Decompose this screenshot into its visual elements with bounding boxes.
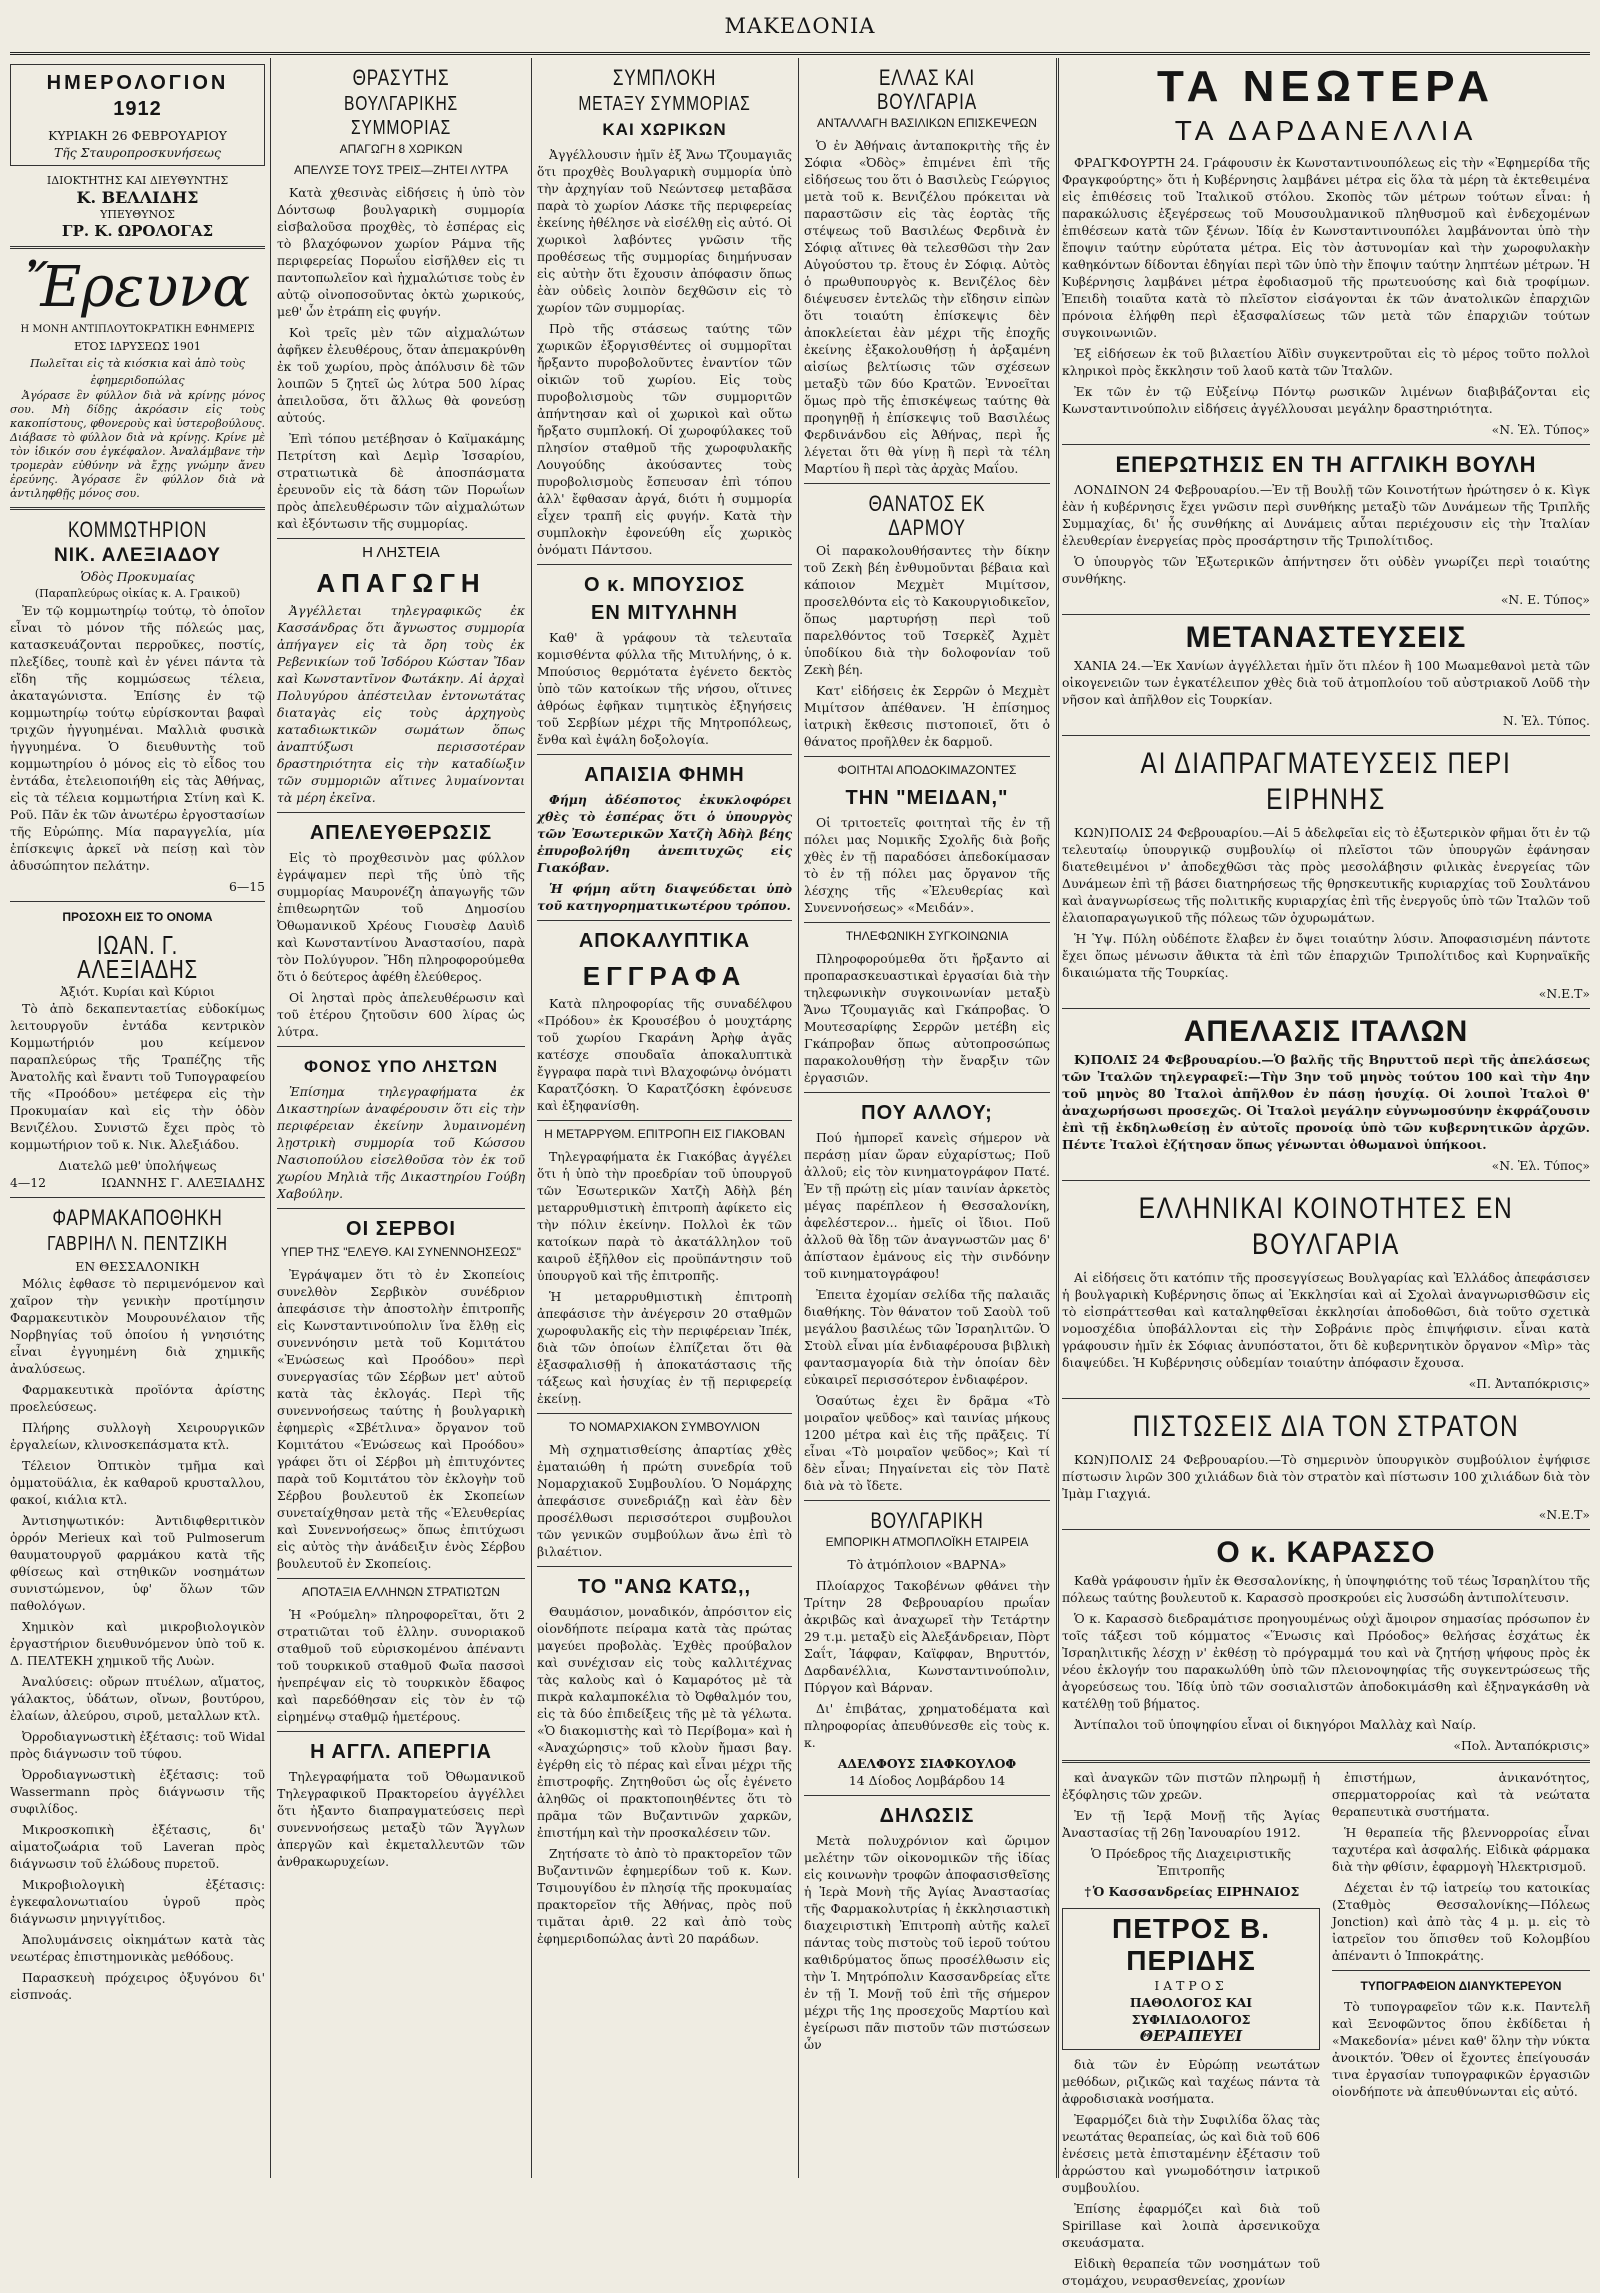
article-heading: ΠΙΣΤΩΣΕΙΣ ΔΙΑ ΤΟΝ ΣΤΡΑΤΟΝ	[1132, 1410, 1520, 1443]
article-heading: ΚΑΙ ΧΩΡΙΚΩΝ	[602, 120, 727, 139]
column-rule	[798, 58, 799, 2178]
article-heading: ΑΠΑΙΣΙΑ ΦΗΜΗ	[584, 764, 745, 786]
kommotirion-text: Ἐν τῷ κομμωτηρίῳ τούτῳ, τὸ ὁποῖον εἶναι τὸ μόνον τῆς πόλεώς μας, κατασκευάζονται περροῦκες, ποστίς, πλεξίδες, τουπὲ καὶ ἐν γένει πάντα τὰ εἴδη τῆς κομμώσεως τέλεια, ἀκαταγώνιστα. Ἐπίσης ἐν τῷ κομμωτηρίῳ τούτῳ εὑρίσκονται βαφαὶ τριχῶν ἠγγυημέναι. Μαλλιὰ φυσικὰ ἠγγυημένα. Ὁ διευθυντὴς τοῦ κομμωτηρίου ὁ μόνος εἰς τὸ εἶδος του ἐντάδα, ἐτελειοποιήθη εἰς τὰς Ἀθήνας, εἰς τὰ τέλεια κομμωτήρια Στίνη καὶ Κ. Ροῦ. Πᾶν ἐκ τῶν ἀνωτέρω ἐργοστασίων τῆς Εὐρώπης. Μία παραγγελία, μία ἐπίσκεψις ἀρκεῖ νὰ πείσῃ καὶ τὸν ἀδυσώπητον πελάτην.	[10, 603, 265, 873]
article-paragraph: Ἐπίσημα τηλεγραφήματα ἐκ Δικαστηρίων ἀναφέρουσιν ὅτι εἰς τὴν περιφέρειαν ἐκείνην λυμαινομένη λῃστρικὴ συμμορία τοῦ Κώσσου Νασιοπούλου εἰσελθοῦσα τὸν ἐκ τοῦ χωρίου Μηλιὰ τῆς Δικαστηρίου Γούβη Χαβούλην.	[277, 1084, 525, 1201]
article-paragraph: Οἱ λησταὶ πρὸς ἀπελευθέρωσιν καὶ τοῦ ἑτέρου ζητοῦσιν 600 λίρας ὡς λύτρα.	[277, 990, 525, 1039]
column-3	[537, 58, 792, 2178]
ioan-signature-row	[10, 1174, 265, 1191]
kommotirion-code: 6—15	[228, 879, 265, 894]
article-heading: ΤΗΛΕΦΩΝΙΚΗ ΣΥΓΚΟΙΝΩΝΙΑ	[845, 929, 1009, 943]
article-paragraph: Ἡ φήμη αὕτη διαψεύδεται ὑπὸ τοῦ κατηγορηματικωτέρου τρόπου.	[537, 881, 792, 913]
article-heading: ΕΝ ΜΙΤΥΛΗΝΗ	[591, 602, 738, 624]
doctor-specialty: ΠΑΘΟΛΟΓΟΣ ΚΑΙ ΣΥΦΙΛΙΔΟΛΟΓΟΣ	[1129, 1995, 1253, 2027]
article-paragraph: Ἡ Ὑψ. Πύλη οὐδέποτε ἔλαβεν ἐν ὄψει τοιαύτην λύσιν. Ἀποφασισμένη πάντοτε ἔχει ὅπως μένωσιν ἄθικτα τὰ ἐπὶ τῶν ἐπαρχιῶν Τριπολίτιδος καὶ Κυρηναϊκῆς δικαιώματα τῆς Τουρκίας.	[1062, 931, 1590, 980]
prosochi-heading: ΠΡΟΣΟΧΗ ΕΙΣ ΤΟ ΟΝΟΜΑ	[62, 910, 213, 924]
article-paragraph: Τηλεγραφήματα τοῦ Ὀθωμανικοῦ Τηλεγραφικοῦ Πρακτορείου ἀγγέλλει ὅτι ἠξαντο διαπραγματεύσεις περὶ συνεννοήσεως μεταξὺ τῶν Ἄγγλων ἀπεργῶν καὶ ἐκμεταλλευτῶν τῶν ἀνθρακωρυχείων.	[277, 1769, 525, 1869]
article-heading: ΠΟΥ ΑΛΛΟΥ;	[861, 1102, 993, 1124]
pharmacy-text: Ἀναλύσεις: οὔρων πτυέλων, αἵματος, γάλακτος, ὑδάτων, οἴνων, βουτύρου, ἐλαίων, ἀλεύρου, σιροῦ, μεταλλων κτλ.	[10, 1674, 265, 1723]
article-paragraph: Πού ἠμπορεῖ κανεὶς σήμερον νὰ περάσῃ μίαν ὥραν εὐχαρίστως; Ποῦ ἀλλοῦ; εἰς τὸν κινηματογράφον Πατέ. Ἐν τῇ πρώτῃ εἰς μίαν ταινίαν ἀρκετὸς μέγας παρέπλεον ἡ Θεσσαλονίκη, ἀφελέστερον... ἠμεῖς οἱ ἴδιοι. Ποῦ ἀλλοῦ θὰ ἴδῃ τῶν ἀναγνωστῶν μας δ' ἀπίσταον ἐμάνους εἰς τὴν σινδόνην τοῦ κινηματογράφου!	[804, 1130, 1050, 1281]
article-paragraph: Ὁ κ. Καρασσὸ διεδραμάτισε προηγουμένως οὐχὶ ἄμοιρον σημασίας πρόσωπον ἐν τοῖς τάξεσι τοῦ κόμματος «Ἕνωσις καὶ Πρόοδος» θελήσας ἐσχάτως ἐκ Ἰσραηλιτικῆς λέσχῃ ν' ἐκθέσῃ τὸ πρόγραμμά του καὶ νὰ ζητήσῃ ψήφους πρὸς ἐκ νέου ἐκλογήν του παρακωλύθη ὑπὸ τῶν πλειονοψηφίας τῆς συγκεντρώσεως τῆς ἀγορεύσεως του. Ἰδίᾳ ὑπὸ τῶν σοσιαλιστῶν ἀποδοκιμάσθη καὶ ἐξηναγκάσθη νὰ κατέλθῃ τοῦ βήματος.	[1062, 1611, 1590, 1711]
article-paragraph: Φήμη ἀδέσποτος ἐκυκλοφόρει χθὲς τὸ ἑσπέρας ὅτι ὁ ὑπουργὸς τῶν Ἐσωτερικῶν Χατζὴ Ἀδὴλ βέης ἐπυροβολήθη ἀνεπιτυχῶς εἰς Γιακόβαν.	[537, 792, 792, 875]
calendar-title: ΗΜΕΡΟΛΟΓΙΟΝ	[46, 72, 229, 94]
pharmacy-text: Ἀπολυμάνσεις οἰκημάτων κατὰ τὰς νεωτέρας ἐπιστημονικὰς μεθόδους.	[10, 1932, 265, 1964]
ereuna-year: ΕΤΟΣ ΙΔΡΥΣΕΩΣ 1901	[74, 340, 201, 353]
article-heading: ΤΗΝ "ΜΕΙΔΑΝ,"	[845, 787, 1009, 809]
article-paragraph: Οἱ τριτοετεῖς φοιτηταὶ τῆς ἐν τῇ πόλει μας Νομικῆς Σχολῆς διὰ βοῆς χθὲς ἐν τῇ παραδόσει ἀπεδοκίμασαν τὸ ἐν τῇ πόλει μας ὄργανον τῆς λέσχης τῆς «Ἐλευθερίας καὶ Συνεννοήσεως» «Μειδάν».	[804, 815, 1050, 915]
calendar-date: ΚΥΡΙΑΚΗ 26 ΦΕΒΡΟΥΑΡΙΟΥ	[48, 128, 227, 143]
article-heading: ΔΗΛΩΣΙΣ	[879, 1805, 975, 1827]
pharmacy-text: Ὀρροδιαγνωστικὴ ἐξέτασις: τοῦ Wassermann πρὸς διάγνωσιν τῆς συφιλίδος.	[10, 1767, 265, 1816]
article-paragraph: Τηλεγραφήματα ἐκ Γιακόβας ἀγγέλει ὅτι ἡ ὑπὸ τὴν προεδρίαν τοῦ ὑπουργοῦ τῶν Ἐσωτερικῶν Χατζὴ Ἀδὴλ βέη μεταρρυθμιστικὴ ἐπιτροπὴ ἀφίκετο εἰς τὴν πόλιν ἐκείνην. Πολλοὶ ἐκ τῶν κατοίκων παρὰ τὸ ἀκατάλληλον τοῦ καιροῦ ἐξῆλθον εἰς προϋπάντησιν τοῦ ὑπουργοῦ καὶ τῆς ἐπιτροπῆς.	[537, 1149, 792, 1283]
article-source: «Π. Ἀνταπόκρισις»	[1468, 1376, 1590, 1391]
pharmacy-text: Τέλειον Ὀπτικὸν τμῆμα καὶ ὀμματοϋάλια, ἐκ καθαροῦ κρυσταλλου, φακοί, κιάλια κτλ.	[10, 1458, 265, 1507]
column-2	[277, 58, 525, 2178]
article-heading: Η ΜΕΤΑΡΡΥΘΜ. ΕΠΙΤΡΟΠΗ ΕΙΣ ΓΙΑΚΟΒΑΝ	[544, 1127, 785, 1141]
agent-address: 14 Δίοδος Λομβάρδου 14	[848, 1773, 1006, 1788]
section-title: ΤΑ ΝΕΩΤΕΡΑ	[1156, 62, 1496, 111]
article-source: «Ν.Ε.Τ»	[1538, 1507, 1590, 1522]
article-heading: ΘΑΝΑΤΟΣ ΕΚ ΔΑΡΜΟΥ	[868, 491, 986, 540]
pharmacy-heading: ΦΑΡΜΑΚΑΠΟΘΗΚΗ	[52, 1205, 223, 1230]
article-paragraph: Ὁ ἐν Ἀθήναις ἀνταποκριτὴς τῆς ἐν Σόφια «Ὀδὸς» ἐπιμένει ἐπὶ τῆς εἰδήσεως του ὅτι ὁ Βασιλεὺς Γεώργιος μετὰ τοῦ κ. Βενιζέλου πρόκειται νὰ παραστῶσιν εἰς τὰς ἑορτὰς τῆς στέψεως τοῦ Βασιλέως Φερδινὰ ἐν Σόφιᾳ αἵτινες θὰ τελεσθῶσι τὴν 2αν Αὐγούστου τρ. ἔτους ἐν Σόφιᾳ. Αὐτὸς ὁ πρωθυπουργὸς κ. Βενιζέλος δὲν διέψευσεν ἐντελῶς τὴν εἴδησιν εἰπὼν ὅτι τοιαύτη ἐπίσκεψις δὲν ἀποκλείεται ἐὰν μέχρι τῆς ἐποχῆς ἐκείνης ἐξακολουθήσῃ ἡ ἀρξαμένη αἰσίως βελτίωσις τῶν σχέσεων μεταξὺ τῶν δύο Κρατῶν. Ἐννοεῖται ὅμως πρὸ τῆς ἐπισκέψεως ταύτης θὰ προηγηθῇ ἡ ἐπίσκεψις τοῦ Βασιλέως Φερδινάνδου εἰς Ἀθήνας, περὶ ἧς λέγεται ὅτι θὰ γίνῃ ἢ περὶ τὰ τέλη Μαρτίου ἢ περὶ τὰς ἀρχὰς Μαΐου.	[804, 138, 1050, 476]
calendar-box	[10, 64, 265, 166]
column-5	[1062, 58, 1590, 2288]
masthead: ΜΑΚΕΔΟΝΙΑ	[10, 14, 1590, 55]
article-paragraph: Ἡ «Ρούμελη» πληροφορεῖται, ὅτι 2 στρατιῶται τοῦ ἑλλην. συνοριακοῦ σταθμοῦ τοῦ εὐρισκομένου ἀπέναντι τοῦ τουρκικοῦ σταθμοῦ Φωῖα πασσοὶ ἠνεπρέψαν εἰς τὸ τουρκικὸν ἔδαφος καὶ παρεδόθησαν εἰς τὸν ἐν τῷ εἰρημένῳ σταθμῷ ἡμετέρους.	[277, 1607, 525, 1724]
doctor-text: Ἐπίσης ἐφαρμόζει καὶ διὰ τοῦ Spirillase καὶ λοιπὰ ἀρσενικοῦχα σκευάσματα.	[1062, 2201, 1320, 2250]
doctor-profession: ΙΑΤΡΟΣ	[1154, 1978, 1228, 1993]
article-subheading: ΑΠΕΛΥΣΕ ΤΟΥΣ ΤΡΕΙΣ—ΖΗΤΕΙ ΛΥΤΡΑ	[294, 163, 508, 177]
article-paragraph: Μὴ σχηματισθείσης ἀπαρτίας χθὲς ἐματαιώθη ἡ πρώτη συνεδρία τοῦ Νομαρχιακοῦ Συμβουλίου. Ὁ Νομάρχης ἀπεφάσισε συνεδριάζῃ καὶ ἐὰν δὲν προσέλθωσι περισσότεροι συμβουλοι τῶν γενικῶν συμβούλων ἄνω ἐπὶ τὸ βιλαέτιον.	[537, 1442, 792, 1559]
article-heading: Η ΛΗΣΤΕΙΑ	[362, 544, 440, 561]
ereuna-sold: Πωλεῖται εἰς τὰ κιόσκια καὶ ἀπὸ τοὺς ἐφημεριδοπώλας	[30, 357, 245, 387]
kommotirion-name: ΝΙΚ. ΑΛΕΞΙΑΔΟΥ	[54, 545, 221, 566]
doctor-ad	[1062, 1908, 1320, 2050]
article-paragraph: Κατ' εἰδήσεις ἐκ Σερρῶν ὁ Μεχμὲτ Μιμίτσον ἀπέθανεν. Ἡ ἐπίσημος ἰατρικὴ ἔκθεσις πιστοποιεῖ, ὅτι ὁ θάνατος προῆλθεν ἐκ δαρμοῦ.	[804, 683, 1050, 749]
bottom-right	[1332, 1769, 1590, 2293]
article-heading: ΑΙ ΔΙΑΠΡΑΓΜΑΤΕΥΣΕΙΣ ΠΕΡΙ ΕΙΡΗΝΗΣ	[1140, 747, 1512, 816]
ioan-code: 4—12	[10, 1175, 47, 1190]
article-subheading: ΑΠΑΓΩΓΗ 8 ΧΩΡΙΚΩΝ	[339, 142, 463, 156]
pharmacy-text: Παρασκευὴ πρόχειρος ὀξυγόνου δι' εἰσπνοάς.	[10, 1970, 265, 2002]
article-paragraph: Ἐγράψαμεν ὅτι τὸ ἐν Σκοπείοις συνελθὸν Σερβικὸν συνέδριον ἀπεφάσισε τὴν ἀποστολὴν ἐπιτροπῆς εἰς Κωνσταντινούπολιν ἵνα ἔλθῃ εἰς συνεννόησιν μετὰ τοῦ Κομιτάτου «Ἑνώσεως καὶ Προόδου» περὶ συνεργασίας τῶν Σέρβων μετ' αὐτοῦ κατὰ τὰς ἐκλογάς. Περὶ τῆς συνεννοήσεως ταύτης ἡ βουλγαρικὴ ἐφημερὶς «Σβέτλινα» ὄργανον τοῦ Κομιτάτου «Ἑνώσεως καὶ Προόδου» γράφει ὅτι οἱ Σέρβοι μὴ ἐπιτυχόντες παρὰ τοῦ Κομιτάτου τὸν ἐκλογὴν τοῦ Σέρβου βουλευτοῦ ἐκ Σκοπείων συνεταίχθησαν μετὰ τῆς «Ἐλευθερίας καὶ Συνεννοήσεως» ὅπως ἐπιτύχωσι εἰς αὐτὸς τὴν ἀνάδειξιν ἑνὸς Σέρβου βουλευτοῦ ἐν Σκοπείοις.	[277, 1267, 525, 1571]
article-paragraph: Καθ' ἃ γράφουν τὰ τελευταῖα κομισθέντα φύλλα τῆς Μιτυλήνης, ὁ κ. Μπούσιος θερμότατα ἐγένετο δεκτὸς ὑπὸ τῶν κατοίκων τῆς νήσου, οἵτινες ἀθρόως ἐφῆκαν τιμητικὸς ἐξηγήσεις τοῦ Σερβίων μέχρι τῆς Μητροπόλεως, ἔνθα καὶ ἐψάλη δοξολογία.	[537, 630, 792, 747]
article-paragraph: Οἱ παρακολουθήσαντες τὴν δίκην τοῦ Ζεκὴ βέη ἐνθυμοῦνται βέβαια καὶ κάποιον Μεχμὲτ Μιμίτσον, προσελθόντα εἰς τὸ Κακουργιοδικεῖον, ὅπως μαρτυρήσῃ περὶ τοῦ παρελθόντος τοῦ Τσερκὲζ Ἀχμὲτ ὑποδίκου διὰ τὴν δολοφονίαν τοῦ Ζεκὴ βέη.	[804, 543, 1050, 677]
ereuna-logo: Ἔρευνα	[24, 255, 251, 320]
doctor-text: Ἡ θεραπεία τῆς βλεννορροίας εἶναι ταχυτέρα καὶ ἀσφαλής. Εἰδικὰ φάρμακα διὰ τὴν φθίσιν, ἐφαρμογὴ Ἠλεκτρισμοῦ.	[1332, 1825, 1590, 1874]
doctor-text: Ἐφαρμόζει διὰ τὴν Συφιλίδα ὅλας τὰς νεωτάτας θεραπείας, ὡς καὶ διὰ τοῦ 606 ἐνέσεις μετὰ ἐπισταμένην ἐξέτασιν τοῦ ἀρρώστου καὶ γνωμοδότησιν ἰατρικοῦ συμβουλίου.	[1062, 2112, 1320, 2195]
article-paragraph: Δι' ἐπιβάτας, χρηματοδέματα καὶ πληροφορίας ἀπευθύνεσθε εἰς τοὺς κ. κ.	[804, 1701, 1050, 1750]
ereuna-subtitle: Η ΜΟΝΗ ΑΝΤΙΠΛΟΥΤΟΚΡΑΤΙΚΗ ΕΦΗΜΕΡΙΣ	[20, 324, 255, 335]
article-paragraph: Ἀγγέλλουσιν ἡμῖν ἐξ Ἄνω Τζουμαγιᾶς ὅτι προχθὲς Βουλγαρικὴ συμμορία ὑπὸ τὴν ἀρχηγίαν τοῦ Νεώντσεφ μεταβᾶσα παρὰ τὸ χωρίον Λάσκε τῆς περιφερείας ἐκείνης ἠθέλησε νὰ εἰσέλθῃ εἰς αὐτό. Οἱ χωρικοὶ λαβόντες γνῶσιν τῆς προθέσεως τῆς συμμορίας διημήνυσαν εἰς αὐτὴν ὅτι ἔχουσιν ἀπόφασιν ὅπως ἐὰν οὐδεὶς λοιπὸν δεχθῶσιν εἰς τὸ χωρίον τῶν συμμορίας.	[537, 147, 792, 315]
article-heading: Ο κ. ΚΑΡΑΣΣΟ	[1216, 1536, 1436, 1569]
pharmacy-text: Χημικὸν καὶ μικροβιολογικὸν ἐργαστήριον διευθυνόμενον ὑπὸ τοῦ κ. Δ. ΠΕΛΤΕΚΗ χημικοῦ τῆς Λυὼν.	[10, 1619, 265, 1668]
article-paragraph: Ζητήσατε τὸ ἀπὸ τὸ πρακτορεῖον τῶν Βυζαντινῶν ἐφημερίδων τοῦ κ. Κων. Τσιμουγίδου ἐν πλησίᾳ τῆς προκυμαίας πρακτορεῖον τῆς Ἀθήνας, πρὸς ποῦ τιμᾶται ἀριθ. 22 καὶ ἀπὸ τοὺς ἐφημεριδοπώλας ἀντὶ 20 παράδων.	[537, 1846, 792, 1946]
notice-text: Ὁ Πρόεδρος τῆς Διαχειριστικῆς Ἐπιτροπῆς	[1090, 1846, 1292, 1878]
article-heading: ΜΕΤΑΝΑΣΤΕΥΣΕΙΣ	[1185, 621, 1467, 654]
doctor-text: Δέχεται ἐν τῷ ἰατρείῳ του κατοικίας (Σταθμὸς Θεσσαλονίκης—Πόλεως Jonction) καὶ ἀπὸ τὰς 4 μ. μ. εἰς τὸ ἰατρεῖον του ὅπισθεν τοῦ Κολομβίου ἀπέναντι ὁ Ἱπποκράτης.	[1332, 1880, 1590, 1963]
ioan-signature: ΙΩΑΝΝΗΣ Γ. ΑΛΕΞΙΑΔΗΣ	[101, 1175, 265, 1190]
article-paragraph: ΦΡΑΓΚΦΟΥΡΤΗ 24. Γράφουσιν ἐκ Κωνσταντινουπόλεως εἰς τὴν «Ἐφημερίδα τῆς Φραγκφούρτης» ὅτι ἡ Κυβέρνησις λαμβάνει μέτρα εἰς ὅλα τὰ μέρη τὰ ἐκτεθειμένα εἰς ἐπιθέσεις τοῦ Ἰταλικοῦ στόλου. Σκοπὸς τῶν μέτρων τούτων εἶναι: ἡ παρακώλυσις ἐξεγέρσεως τοῦ Μουσουλμανικοῦ πληθυσμοῦ καὶ ἐνδεχομένων ἐπιθέσεων κατὰ τῶν ξένων. Ἰδίᾳ ἐν Κωνσταντινουπόλει λαμβάνονται ὑπὸ τὴν ἔποψιν ταύτην εὐρύτατα μέτρα. Εἰς τὸν ἀστυνομίαν καὶ τὴν χωροφυλακὴν καθηκόντων δίδονται ἐδηγίαι περὶ τῶν ὑπὸ τὴν ἔποψιν ταύτην ληπτέων μέτρων. Ἡ Κυβέρνησις λαμβάνει μέτρα ἐφοδιασμοῦ τῆς πρωτευούσης καὶ διὰ τροφίμων. Ἐπειδὴ τοιαῦτα κατὰ τὸ πλεῖστον εἰσάγονται ἐκ τῶν ἀνατολικῶν ἐπαρχιῶν πρόνοια ἐλήφθη περὶ ἐξασφαλίσεως τῶν μετὰ τῶν ἐπαρχιῶν τούτων συγκοινωνιῶν.	[1062, 155, 1590, 340]
column-rule	[1056, 58, 1059, 2178]
article-paragraph: Ἀγγέλλεται τηλεγραφικῶς ἐκ Κασσάνδρας ὅτι ἄγνωστος συμμορία ἀπήγαγεν εἰς τὰ ὄρη τοὺς ἐκ Ρεβενικίων τοῦ Ἰσδόρου Κώσταν Ἴδαν καὶ Κωνσταντῖνον Φωτάκην. Αἱ ἀρχαὶ Πολυγύρου ἀπέστειλαν ἐντονωτάτας διαταγὰς εἰς τοὺς ἀρχηγοὺς καταδιωκτικῶν σωμάτων ὅπως ἀναπτύξωσι περισσοτέραν δραστηριότητα εἰς τὴν καταδίωξιν τῶν συμμοριῶν αἵτινες λυμαίνονται τὰ μέρη ἐκεῖνα.	[277, 603, 525, 805]
bottom-left	[1062, 1769, 1320, 2293]
pharmacy-text: Φαρμακευτικὰ προϊόντα ἀρίστης προελεύσεως.	[10, 1382, 265, 1414]
article-heading: ΕΓΓΡΑΦΑ	[582, 961, 747, 991]
article-source: Ν. Ἑλ. Τύπος.	[1502, 713, 1590, 728]
ereuna-text: Ἀγόρασε ἓν φύλλον διὰ νὰ κρίνῃς μόνος σου. Μὴ δίδῃς ἀκρόασιν εἰς τοὺς κακοπίστους, φθονεροὺς καὶ ὑστεροβούλους. Διάβασε τὸ φύλλον διὰ νὰ κρίνῃς. Κρίνε μὲ τὸν ἰδικόν σου ἐγκέφαλον. Ἀναλάμβανε τὴν τρομερὰν εὐθύνην νὰ ἔχῃς γνώμην ἄνευ ἐρεύνης. Ἀγόρασε ἓν φύλλον διὰ νὰ ἀντιληφθῇς μόνος σου.	[10, 389, 265, 500]
article-heading: ΟΙ ΣΕΡΒΟΙ	[346, 1218, 456, 1240]
article-paragraph: Κατὰ πληροφορίας τῆς συναδέλφου «Πρόδου» ἐκ Κρουσέβου ὁ μουχτάρης τοῦ χωρίου Γκαράνη Ἀρὴφ ἀγᾶς κατέσχε σπουδαῖα ἀποκαλυπτικὰ ἔγγραφα παρὰ τινὶ Βλαχοφώνῳ ὀνόματι Καρατζόσκη. Ὁ Καρατζόσκη ἐφόνευσε καὶ ἐξηφανίσθη.	[537, 996, 792, 1113]
pharmacy-text: Ὀρροδιαγνωστικὴ ἐξέτασις: τοῦ Widal πρὸς διάγνωσιν τοῦ τύφου.	[10, 1729, 265, 1761]
article-paragraph: Ὁ ὑπουργὸς τῶν Ἐξωτερικῶν ἀπήντησεν ὅτι οὐδὲν γνωρίζει περὶ τοιαύτης συνθήκης.	[1062, 554, 1590, 586]
article-source: «Ν. Ἑλ. Τύπος»	[1491, 422, 1590, 437]
bottom-split	[1062, 1769, 1590, 2293]
article-subheading: ΕΜΠΟΡΙΚΗ ΑΤΜΟΠΛΟΪΚΗ ΕΤΑΙΡΕΙΑ	[825, 1535, 1029, 1549]
doctor-text: διὰ τῶν ἐν Εὐρώπῃ νεωτάτων μεθόδων, ριζικῶς καὶ ταχέως πάντα τὰ ἀφροδισιακὰ νοσήματα.	[1062, 2057, 1320, 2106]
article-heading: ΘΡΑΣΥΤΗΣ	[352, 65, 450, 90]
article-paragraph: Τὸ ἀτμόπλοιον «ΒΑΡΝΑ»	[847, 1557, 1007, 1572]
article-heading: ΕΛΛΑΣ ΚΑΙ ΒΟΥΛΓΑΡΙΑ	[877, 65, 977, 114]
doctor-text: ἐπιστήμων, ἀνικανότητος, σπερματορροίας καὶ τὰ νεώτατα θεραπευτικὰ συστήματα.	[1332, 1770, 1590, 1819]
printing-heading: ΤΥΠΟΓΡΑΦΕΙΟΝ ΔΙΑΝΥΚΤΕΡΕΥΟΝ	[1360, 1979, 1562, 1993]
doctor-name: ΠΕΤΡΟΣ Β. ΠΕΡΙΔΗΣ	[1111, 1913, 1271, 1976]
pharmacy-text: Μικροσκοπικὴ ἐξέτασις, δι' αἱματοζωάρια τοῦ Laveran πρὸς διάγνωσιν τοῦ ἑλώδους πυρετοῦ.	[10, 1822, 265, 1871]
owners-label: ΙΔΙΟΚΤΗΤΗΣ ΚΑΙ ΔΙΕΥΘΥΝΤΗΣ	[46, 174, 229, 187]
article-paragraph: Ἀντίπαλοι τοῦ ὑποψηφίου εἶναι οἱ δικηγόροι Μαλλὰχ καὶ Ναίρ.	[1074, 1717, 1477, 1732]
article-paragraph: Μετὰ πολυχρόνιον καὶ ὥριμον μελέτην τῶν οἰκονομικῶν τῆς ἱδίας εἰς κοινωνὴν τροφῶν ἀποφασισθεῖσης ἡ Ἱερὰ Μονὴ τῆς Ἀγίας Ἀναστασίας τῆς Φαρμακολυτρίας ἡ ἐκκλησιαστικὴ διαχειριστικὴ Ἐπιτροπὴ αὐτῆς καλεῖ πάντας τοὺς πιστοὺς τοῦ ἱεροῦ τούτου καθιδρύματος ὅπως προσέλθωσιν εἰς τὴν Ἱ. Μητρόπολιν Κασσανδρείας εἴτε ἐν τῇ Ἱ. Μονῇ τοῦ ἐπὶ τῆς σήμερον μέχρι τῆς 1ης προσεχοῦς Μαρτίου καὶ ἐγείρωσι πᾶν πιστοῦν τῶν πιστώσεων ὧν	[804, 1833, 1050, 2052]
notice-text: καὶ ἀναγκῶν τῶν πιστῶν πληρωμῇ ἡ ἐξόφλησις τῶν χρεῶν.	[1062, 1770, 1320, 1802]
kommotirion-heading: ΚΟΜΜΩΤΗΡΙΟΝ	[67, 517, 208, 542]
article-paragraph: Πρὸ τῆς στάσεως ταύτης τῶν χωρικῶν ἐξοργισθέντες οἱ συμμορῖται ἤρξαντο πυροβολοῦντες ἐναντίον τῶν οἰκιῶν τοῦ χωρίου. Εἰς τοὺς πυροβολισμοὺς τῶν συμμοριτῶν ἀπήντησαν καὶ οἱ χωρικοὶ καὶ οὕτω ἤρξατο συμπλοκή. Οἱ χωροφύλακες τοῦ πλησίον σταθμοῦ τῆς χωροφυλακῆς Λουγούδης ἀκούσαντες τοὺς πυροβολισμοὺς ἔσπευσαν ἐπὶ τόπου ἀλλ' ἔφθασαν ἀργά, διότι ἡ συμμορία εἶχεν τραπῆ εἰς φυγήν. Κατὰ τὴν συμπλοκὴν ἐφονεύθη εἷς χωρικὸς ὀνόματι Πάντσου.	[537, 321, 792, 557]
notice-signature: † Ὁ Κασσανδρείας ΕΙΡΗΝΑΙΟΣ	[1084, 1884, 1300, 1899]
article-paragraph: ΚΩΝ)ΠΟΛΙΣ 24 Φεβρουαρίου.—Αἱ 5 ἀδελφεῖαι εἰς τὸ ἐξωτερικὸν φῆμαι ὅτι ἐν τῷ τελευταίῳ ὑπουργικῷ συμβουλίῳ οἱ πλεῖστοι τῶν ὑπουργῶν ἐφάνησαν διατεθειμένοι ν' ἀποδεχθῶσι τὰς πρὸς μεσολάβησιν φιλικὰς ἐνεργείας τῶν Δυνάμεων ἐπὶ τῇ βάσει διατηρήσεως τῆς θρησκευτικῆς κυριαρχίας τοῦ Σουλτάνου καὶ ἀναγνωρίσεως τῆς πολιτικῆς κυριαρχίας ἐπὶ τῆς ἐνεργοῦς ὑπὸ τῶν Ἰταλῶν τοῦ ἐλαιοπαραγωγικοῦ τῆς πόλεως τῶν ὀχυρωμάτων.	[1062, 825, 1590, 925]
kommotirion-street: Ὁδὸς Προκυμαίας	[80, 569, 195, 584]
article-source: «Ν.Ε.Τ»	[1538, 986, 1590, 1001]
article-heading: ΕΠΕΡΩΤΗΣΙΣ ΕΝ ΤΗ ΑΓΓΛΙΚΗ ΒΟΥΛΗ	[1115, 452, 1537, 477]
article-source: «Ν. Ἑλ. Τύπος»	[1491, 1158, 1590, 1173]
pharmacy-city: ΕΝ ΘΕΣΣΑΛΟΝΙΚΗ	[75, 1259, 200, 1274]
column-4	[804, 58, 1050, 2178]
article-source: «Πολ. Ἀνταπόκρισις»	[1453, 1738, 1590, 1753]
cross-icon: †	[1084, 1884, 1091, 1899]
article-heading: ΣΥΜΠΛΟΚΗ	[612, 65, 717, 90]
article-heading: ΤΟ "ΑΝΩ ΚΑΤΩ,,	[577, 1576, 752, 1598]
column-1	[10, 58, 265, 2178]
article-heading: ΕΛΛΗΝΙΚΑΙ ΚΟΙΝΟΤΗΤΕΣ ΕΝ ΒΟΥΛΓΑΡΙΑ	[1138, 1192, 1514, 1261]
article-paragraph: Ἐπὶ τόπου μετέβησαν ὁ Καϊμακάμης Πετρίτση καὶ Δεμὶρ Ἰσσαρίου, στρατιωτικὰ δὲ ἀποσπάσματα ἐρευνοῦν εἰς τὰ δάση τῶν Πορωΐων πρὸς ἀπελευθέρωσιν τῶν αἰχμαλώτων καὶ ἐξόντωσιν τῆς συμμορίας.	[277, 431, 525, 531]
ioan-greeting: Ἀξιότ. Κυρίαι καὶ Κύριοι	[59, 984, 216, 999]
agent-name: ΑΔΕΛΦΟΥΣ ΣΙΑΦΚΟΥΛΟΦ	[837, 1756, 1017, 1771]
article-paragraph: Πλοίαρχος Τακοβένων φθάνει τὴν Τρίτην 28 Φεβρουαρίου πρωΐαν ἀκριβῶς καὶ ἀναχωρεῖ τὴν Τετάρτην 29 τ.μ. μεταξὺ εἰς Ἀλεξάνδρειαν, Πὸρτ Σαΐτ, Ἰάφφαν, Καϊφφαν, Βηρυττόν, Δαρδανέλλια, Κωνσταντινούπολιν, Πύργον καὶ Βάρναν.	[804, 1578, 1050, 1695]
article-paragraph: Ἡ μεταρρυθμιστικὴ ἐπιτροπὴ ἀπεφάσισε τὴν ἀνέγερσιν 20 σταθμῶν χωροφυλακῆς εἰς τὴν περιφέρειαν Ἰπέκ, διὰ τῶν ὁποίων ἐλπίζεται ὅτι θὰ ἐξασφαλισθῇ ἡ ἀποκατάστασις τῆς τάξεως καὶ ἡσυχίας ἐν τῇ περιφερείᾳ ἐκείνῃ.	[537, 1289, 792, 1406]
pharmacy-text: Ἀντισηψωτικόν: Ἀντιδιφθεριτικὸν ὀρρόν Merieux καὶ τοῦ Pulmoserum θαυματουργοῦ φαρμάκου κατὰ τῆς φθίσεως καὶ στηθικῶν νοσημάτων συνιστώμενον, ὑφ' ὅλων τῶν παθολόγων.	[10, 1513, 265, 1613]
calendar-feast: Τῆς Σταυροπροσκυνήσεως	[54, 145, 221, 160]
article-paragraph: Κατὰ χθεσινὰς εἰδήσεις ἡ ὑπὸ τὸν Δόντσωφ βουλγαρικὴ συμμορία εἰσβαλοῦσα προχθὲς, τὸ ἑσπέρας εἰς τὸ βλαχόφωνον χωρίον Ράμνα τῆς περιφερείας Πορωΐου εἰσῆλθεν εἰς τι παντοπωλεῖον καὶ ἠχμαλώτισε τοὺς ἐν αὐτῷ οἰνοποσοῦντας ὀκτὼ χωρικούς, μεθ' ὧν ἐτράπη εἰς φυγήν.	[277, 185, 525, 319]
article-heading: ΑΠΕΛΕΥΘΕΡΩΣΙΣ	[309, 822, 493, 844]
article-heading: ΒΟΥΛΓΑΡΙΚΗ	[870, 1508, 984, 1533]
ioan-name: ΙΩΑΝ. Γ. ΑΛΕΞΙΑΔΗΣ	[77, 930, 198, 984]
ioan-text: Τὸ ἀπὸ δεκαπενταετίας εὐδοκίμως λειτουργοῦν ἐντάδα κεντρικὸν Κομμωτήριόν μου κείμενον παραπλεύρως τῆς Τραπέζης τῆς Ἀνατολῆς καὶ ἔναντι τοῦ Τυπογραφείου τῆς «Προόδου» μετέφερα εἰς τὴν Προκυμαίαν καὶ εἰς τὴν ὁδὸν Βενιζέλου. Συνιστῶ ἔχει πρὸς τὸ κομμωτήριον τοῦ κ. Νικ. Ἀλεξιάδου.	[10, 1001, 265, 1152]
article-paragraph: Κοὶ τρεῖς μὲν τῶν αἰχμαλώτων ἀφῆκεν ἐλευθέρους, ὅταν ἀπεμακρύνθη ἐκ τοῦ χωρίου, πρὸς ἀπόλυσιν δὲ τῶν λοιπῶν 5 ζητεῖ ὡς λύτρα 500 λίρας ἀπειλοῦσα, ὅτι ἄλλως θὰ φονεύσῃ αὐτούς.	[277, 325, 526, 425]
article-paragraph: Εἰς τὸ προχθεσινὸν μας φύλλον ἐγράψαμεν περὶ τῆς ὑπὸ τῆς συμμορίας Μαυρονέζη ἀπαγωγῆς τῶν ἐπιθεωρητῶν τοῦ Δημοσίου Ὀθωμανικοῦ Χρέους Γιουσὲφ Δαυὶδ καὶ Κωνσταντίνου Ἀναστασίου, παρὰ τὸν Πολύγυρον. Ἤδη πληροφορούμεθα ὅτι ὁ δεύτερος ἀφέθη ἐλεύθερος.	[277, 850, 525, 984]
article-paragraph: Πληροφορούμεθα ὅτι ἤρξαντο αἱ προπαρασκευαστικαὶ ἐργασίαι διὰ τὴν τηλεφωνικὴν συγκοινωνίαν μεταξὺ Ἄνω Τζουμαγιᾶς καὶ Γκάπροβας. Ὁ Μουτεσαρίφης Σερρῶν μετέβη εἰς Γκάπροβαν ὅπως αὐτοπροσώπως παρακολουθήσῃ τὴν ἔναρξιν τῶν ἐργασιῶν.	[804, 951, 1050, 1085]
article-subheading: ΥΠΕΡ ΤΗΣ "ΕΛΕΥΘ. ΚΑΙ ΣΥΝΕΝΝΟΗΣΕΩΣ"	[280, 1245, 522, 1259]
article-heading: ΑΠΟΚΑΛΥΠΤΙΚΑ	[578, 930, 751, 952]
article-paragraph: Ἐπειτα ἐχομίαν σελίδα τῆς παλαιᾶς διαθήκης. Τὸν θάνατον τοῦ Σαοὺλ τοῦ μεγάλου βασιλέως τῶν Ἰσραηλιτῶν. Ὁ Στοὺλ εἶναι μία ἐνδιαφέρουσα βιβλικὴ φαντασμαγορία διὰ τὴν ὁποίαν δὲν εὐκαιρεῖ περισσότερον ἐνδιαφέρον.	[804, 1287, 1050, 1387]
article-heading: ΒΟΥΛΓΑΡΙΚΗΣ ΣΥΜΜΟΡΙΑΣ	[344, 93, 458, 139]
column-rule	[270, 58, 271, 2178]
article-heading: Η ΑΓΓΛ. ΑΠΕΡΓΙΑ	[310, 1741, 492, 1763]
column-rule	[531, 58, 532, 2178]
article-paragraph: Κ)ΠΟΛΙΣ 24 Φεβρουαρίου.—Ὁ βαλῆς τῆς Βηρυττοῦ περὶ τῆς ἀπελάσεως τῶν Ἰταλῶν τηλεγραφεῖ:—Τὴν 3ην τοῦ μηνὸς τούτου 100 καὶ τὴν 4ην τοῦ μηνὸς 80 Ἰταλοὶ ἀπῆλθον ἐν πάσῃ ἡσυχίᾳ. Οἱ λοιποὶ Ἰταλοὶ θ' ἀναχωρήσωσι προσεχῶς. Οἱ Ἰταλοὶ μεγάλην εὐγνωμοσύνην ἐκφράζουσιν ἐπὶ τῇ ἐκδηλωθείσῃ ἐν αὐτοῖς προνοίᾳ ὑπὸ τῶν κυβερνητικῶν ἀρχῶν. Πέντε Ἰταλοὶ ἐζήτησαν ὅπως γένωνται ὀθωμανοὶ ὑπήκοοι.	[1062, 1052, 1590, 1152]
article-paragraph: Ἐξ εἰδήσεων ἐκ τοῦ βιλαετίου Ἀϊδὶν συγκεντροῦται εἰς τὸ μέρος τοῦτο πολλοὶ κληρικοὶ πρὸς ἔκκλησιν τοῦ λαοῦ κατὰ τῶν Ἰταλῶν.	[1062, 346, 1590, 378]
article-heading: ΑΠΕΛΑΣΙΣ ΙΤΑΛΩΝ	[1183, 1015, 1469, 1048]
doctor-text: Εἰδικὴ θεραπεία τῶν νοσημάτων τοῦ στομάχου, νευρασθενείας, χρονίων	[1062, 2256, 1320, 2288]
editor-label: ΥΠΕΥΘΥΝΟΣ	[100, 208, 175, 221]
article-paragraph: ΛΟΝΔΙΝΟΝ 24 Φεβρουαρίου.—Ἐν τῇ Βουλῇ τῶν Κοινοτήτων ἠρώτησεν ὁ κ. Κὶγκ ἐὰν ἡ κυβέρνησις ἔχει γνῶσιν περὶ συνθήκης μεταξὺ τῶν Δυνάμεων τῆς Τριπλῆς Συμμαχίας, δι' ἧς συνθήκης αἱ Δυνάμεις αὗται περιέχουσιν εἰς τὴν Ἰταλίαν ἐλευθερίαν ἐνεργείας πρὸς προσάρτησιν τῆς Τριπολίτιδος.	[1062, 482, 1590, 548]
pharmacy-name: ΓΑΒΡΙΗΛ Ν. ΠΕΝΤΖΙΚΗ	[47, 1233, 228, 1255]
article-paragraph: Καθὰ γράφουσιν ἡμῖν ἐκ Θεσσαλονίκης, ἡ ὑποψηφιότης τοῦ τέως Ἰσραηλίτου τῆς πόλεως ταύτης βουλευτοῦ κ. Καρασσὸ προσκρούει εἰς λυσσώδη ἀντιπολίτευσιν.	[1062, 1573, 1590, 1605]
owner-name: Κ. ΒΕΛΛΙΔΗΣ	[76, 188, 199, 207]
section-subtitle: ΤΑ ΔΑΡΔΑΝΕΛΛΙΑ	[1174, 115, 1478, 146]
calendar-year: 1912	[113, 98, 162, 120]
pharmacy-text: Πλήρης συλλογὴ Χειρουργικῶν ἐργαλείων, κλινοσκεπάσματα κτλ.	[10, 1420, 265, 1452]
article-heading: ΑΠΑΓΩΓΗ	[316, 568, 486, 598]
pharmacy-text: Μικροβιολογικὴ ἐξέτασις: ἐγκεφαλονωτιαίου ὑγροῦ πρὸς διάγνωσιν μηνιγγίτιδος.	[10, 1877, 265, 1926]
editor-name: ΓΡ. Κ. ΩΡΟΛΟΓΑΣ	[61, 222, 214, 240]
article-paragraph: Ὁσαύτως ἐχει ἓν δρᾶμα «Τὸ μοιραῖον ψεῦδος» καὶ ταινίας μήκους 1200 μέτρα καὶ ἐις τῆς πρᾶξεις. Τί εἶναι «Τὸ μοιραῖον ψεῦδος»; Καὶ τί δὲν εἶναι; Πηγαίνεται εἰς τὸν Πατὲ διὰ νὰ τὸ ἴδετε.	[804, 1393, 1050, 1493]
article-heading: ΜΕΤΑΞΥ ΣΥΜΜΟΡΙΑΣ	[578, 93, 751, 115]
doctor-cure: ΘΕΡΑΠΕΥΕΙ	[1139, 2027, 1243, 2045]
article-paragraph: Θαυμάσιον, μοναδικόν, ἀπρόσιτον εἰς οἱονδήποτε πείραμα κατὰ τὰς πρώτας μαγεύει προβολὰς. Ἐχθὲς προύβαλον καὶ συνέχισαν εἰς τοὺς καλλιτέχνας τὰς καλοὺς καὶ ὁ Καμαρότος μὲ τὰ πικρὰ καλαμποκέλια τὸ Ὀφθαλμόν του, εἰς τὰ δύο ἐπιδείξεις τῆς μὲ τὰ γέλωτα. «Ὁ διακομιστὴς καὶ τὸ Περίβομα» καὶ ἡ «Ἀναχώρησις» τοῦ κλοὺν ἤμασι βαγ. ἐγέρθη εἰς τὸ πέρας καὶ εἶναι μέχρι τῆς ἐπιστροφῆς. Ζητηθοῦσι ὡς οἷς ἐγένετο ἀληθῶς οἱ πρακτοποιηθέντες ὅτι τὸ πρᾶμα τῶν Βυζαντινῶν χαρκῶν, ἐπιστήμη καὶ τὴν προσκαλέσειν τῶν.	[537, 1604, 792, 1840]
ioan-serve: Διατελῶ μεθ' ὑπολήψεως	[58, 1158, 217, 1173]
article-heading: ΤΟ ΝΟΜΑΡΧΙΑΚΟΝ ΣΥΜΒΟΥΛΙΟΝ	[569, 1420, 760, 1434]
article-source: «Ν. Ε. Τύπος»	[1500, 592, 1590, 607]
article-heading: ΦΟΝΟΣ ΥΠΟ ΛΗΣΤΩΝ	[303, 1057, 499, 1076]
article-subheading: ΑΝΤΑΛΛΑΓΗ ΒΑΣΙΛΙΚΩΝ ΕΠΙΣΚΕΨΕΩΝ	[817, 116, 1037, 130]
pharmacy-text: Μόλις ἐφθασε τὸ περιμενόμενον καὶ χαῖρον τὴν γενικὴν προτίμησιν Φαρμακευτικὸν Μουρουνέλαιον τῆς Νορβηγίας τοῦ ὁποίου ἡ γνησιότης εἶναι ἐγγυημένη διὰ χημικῆς ἀναλύσεως.	[10, 1276, 265, 1376]
article-paragraph: ΧΑΝΙΑ 24.—Ἐκ Χανίων ἀγγέλλεται ἡμῖν ὅτι πλέον ἢ 100 Μωαμεθανοὶ μετὰ τῶν οἰκογενειῶν των ἐγκατέλειπον χθὲς διὰ τοῦ ἀτμοπλοίου τοῦ αὐστριακοῦ Λοῦδ τὴν νῆσον καὶ ἀπῆλθον εἰς Τουρκίαν.	[1062, 658, 1590, 707]
article-heading: ΑΠΟΤΑΞΙΑ ΕΛΛΗΝΩΝ ΣΤΡΑΤΙΩΤΩΝ	[302, 1585, 500, 1599]
article-paragraph: Αἱ εἰδήσεις ὅτι κατόπιν τῆς προσεγγίσεως Βουλγαρίας καὶ Ἑλλάδος ἀπεφάσισεν ἡ βουλγαρικὴ Κυβέρνησις ὅπως αἱ Ἐκκλησίαι καὶ αἱ Σχολαὶ ἀναγνωρισθῶσιν εἰς τὸ εἰσπράττεσθαι καὶ καταληφθεῖσαι ἐκκλησίαι ἀποδοθῶσι, διὰ τοῦτο σχετικὰ νομοσχέδια ὑποβάλλονται εἰς τὴν Σοβράνιε πρὸς ἐπιψήφισιν. εἶναι κατὰ γράφουσιν ἡμῖν ἐκ Σόφιας ἀνυπόστατοι, ὅτι δὲ κυβερνητικὸν ὄργανον «Μὶρ» τὰς διαψεύδει. Ἡ Κυβέρνησις οὐδεμίαν τοιαύτην ἀπόφασιν ἔχουσα.	[1062, 1270, 1590, 1370]
notice-text: Ἐν τῇ Ἱερᾷ Μονῇ τῆς Ἁγίας Ἀναστασίας τῇ 26ῃ Ἰανουαρίου 1912.	[1062, 1808, 1320, 1840]
article-paragraph: Ἐκ τῶν ἐν τῷ Εὐξείνῳ Πόντῳ ρωσικῶν λιμένων διαβιβάζονται εἰς Κωνσταντινούπολιν εἰδήσεις ἀγγέλλουσαι μεγάλην δραστηριότητα.	[1062, 384, 1590, 416]
printing-text: Τὸ τυπογραφεῖον τῶν κ.κ. Παντελῆ καὶ Ξενοφῶντος ὅπου ἐκδίδεται ἡ «Μακεδονία» μένει καθ' ὅλην τὴν νύκτα ἀνοικτόν. Ὅθεν οἱ ἔχοντες ἐπείγουσάν τινα ἐργασίαν τυπογραφικῶν ἐργασιῶν οἱονδήποτε νὰ ἀπευθύνωνται εἰς αὐτό.	[1332, 1999, 1590, 2099]
article-heading: Ο κ. ΜΠΟΥΣΙΟΣ	[584, 574, 745, 596]
kommotirion-address: (Παραπλεύρως οἰκίας κ. Α. Γραικοῦ)	[34, 587, 241, 600]
article-heading: ΦΟΙΤΗΤΑΙ ΑΠΟΔΟΚΙΜΑΖΟΝΤΕΣ	[837, 763, 1017, 777]
article-paragraph: ΚΩΝ)ΠΟΛΙΣ 24 Φεβρουαρίου.—Τὸ σημερινὸν ὑπουργικὸν συμβούλιον ἐψήφισε πίστωσιν λιρῶν 300 χιλιάδων διὰ τὸν στρατὸν καὶ πίστωσιν 100 χιλιάδων διὰ τὸν Ἰμὰμ Γιαχγιά.	[1062, 1452, 1590, 1501]
